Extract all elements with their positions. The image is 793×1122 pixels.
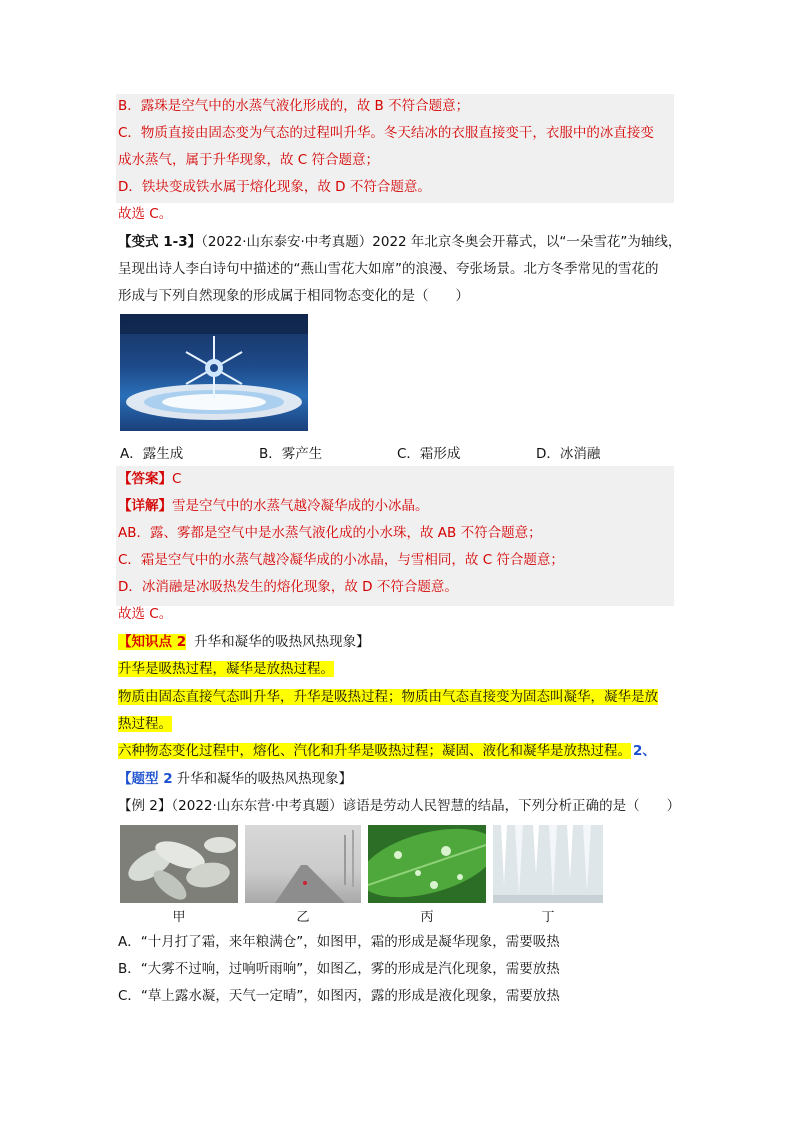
example-option-b: B．“大雾不过响，过响听雨响”，如图乙，雾的形成是汽化现象，需要放热 <box>118 961 560 977</box>
detail-text: 雪是空气中的水蒸气越冷凝华成的小冰晶。 <box>172 498 429 514</box>
question-type-heading <box>118 769 352 789</box>
option-b: B．雾产生 <box>259 446 323 462</box>
example-text: （2022·山东东营·中考真题）谚语是劳动人民智慧的结晶，下列分析正确的是（ ） <box>171 798 681 814</box>
option-c: C．霜形成 <box>397 446 461 462</box>
question-1-3-line1 <box>118 232 681 252</box>
caption-yi: 乙 <box>296 910 310 925</box>
knowledge-point-title: 升华和凝华的吸热风热现象】 <box>194 634 370 650</box>
knowledge-text-3: 六种物态变化过程中，熔化、汽化和升华是吸热过程；凝固、液化和凝华是放热过程。 <box>118 743 631 759</box>
caption-bing: 丙 <box>420 910 434 925</box>
example-option-a: A．“十月打了霜，来年粮满仓”，如图甲，霜的形成是凝华现象，需要吸热 <box>118 934 560 950</box>
answer-line <box>118 469 181 489</box>
knowledge-text-2a: 物质由固态直接气态叫升华，升华是吸热过程；物质由气态直接变为固态叫凝华，凝华是放 <box>118 689 658 705</box>
knowledge-text-2b: 热过程。 <box>118 716 172 732</box>
answer-choose: 故选 C。 <box>118 606 173 622</box>
knowledge-line-1 <box>118 659 334 679</box>
knowledge-tail: 2、 <box>633 743 656 759</box>
knowledge-point-heading <box>118 632 370 652</box>
question-tag: 【变式 1-3】 <box>118 234 202 250</box>
detail-ab: AB．露、雾都是空气中是水蒸气液化成的小水珠，故 AB 不符合题意； <box>118 525 542 541</box>
solution-line-c1: C．物质直接由固态变为气态的过程叫升华。冬天结冰的衣服直接变干，衣服中的冰直接变 <box>118 125 654 141</box>
example-option-c: C．“草上露水凝，天气一定晴”，如图丙，露的形成是液化现象，需要放热 <box>118 988 560 1004</box>
knowledge-point-tag: 【知识点 2 <box>118 634 187 650</box>
frost-leaves-image <box>120 825 238 903</box>
question-1-3-line2: 呈现出诗人李白诗句中描述的“燕山雪花大如席”的浪漫、夸张场景。北方冬季常见的雪花的 <box>118 261 659 277</box>
example-tag: 【例 2】 <box>118 798 172 814</box>
detail-c: C．霜是空气中的水蒸气越冷凝华成的小冰晶，与雪相同，故 C 符合题意； <box>118 552 564 568</box>
knowledge-line-2b <box>118 714 172 734</box>
question-text: （2022·山东泰安·中考真题）2022 年北京冬奥会开幕式，以“一朵雪花”为轴线， <box>201 234 682 250</box>
solution-line-c2: 成水蒸气，属于升华现象，故 C 符合题意； <box>118 152 380 168</box>
solution-line-b: B．露珠是空气中的水蒸气液化形成的，故 B 不符合题意； <box>118 98 470 114</box>
detail-line <box>118 496 429 516</box>
icicles-image <box>493 825 603 903</box>
answer-label: 【答案】 <box>118 471 172 487</box>
caption-ding: 丁 <box>541 910 555 925</box>
olympic-snowflake-image <box>120 314 308 431</box>
question-type-tag: 【题型 2 <box>118 771 173 787</box>
option-d: D．冰消融 <box>536 446 601 462</box>
knowledge-text-1: 升华是吸热过程，凝华是放热过程。 <box>118 661 334 677</box>
answer-value: C <box>172 471 182 487</box>
solution-line-d: D．铁块变成铁水属于熔化现象，故 D 不符合题意。 <box>118 179 431 195</box>
knowledge-line-3 <box>118 741 656 761</box>
detail-d: D．冰消融是冰吸热发生的熔化现象，故 D 不符合题意。 <box>118 579 458 595</box>
fog-road-image <box>245 825 361 903</box>
example-2-line <box>118 796 680 816</box>
solution-choose: 故选 C。 <box>118 206 173 222</box>
detail-label: 【详解】 <box>118 498 172 514</box>
option-a: A．露生成 <box>120 446 184 462</box>
dew-leaf-image <box>368 825 486 903</box>
question-1-3-line3: 形成与下列自然现象的形成属于相同物态变化的是（ ） <box>118 288 469 304</box>
caption-jia: 甲 <box>172 910 186 925</box>
knowledge-line-2a <box>118 687 658 707</box>
question-type-title: 升华和凝华的吸热风热现象】 <box>176 771 353 787</box>
